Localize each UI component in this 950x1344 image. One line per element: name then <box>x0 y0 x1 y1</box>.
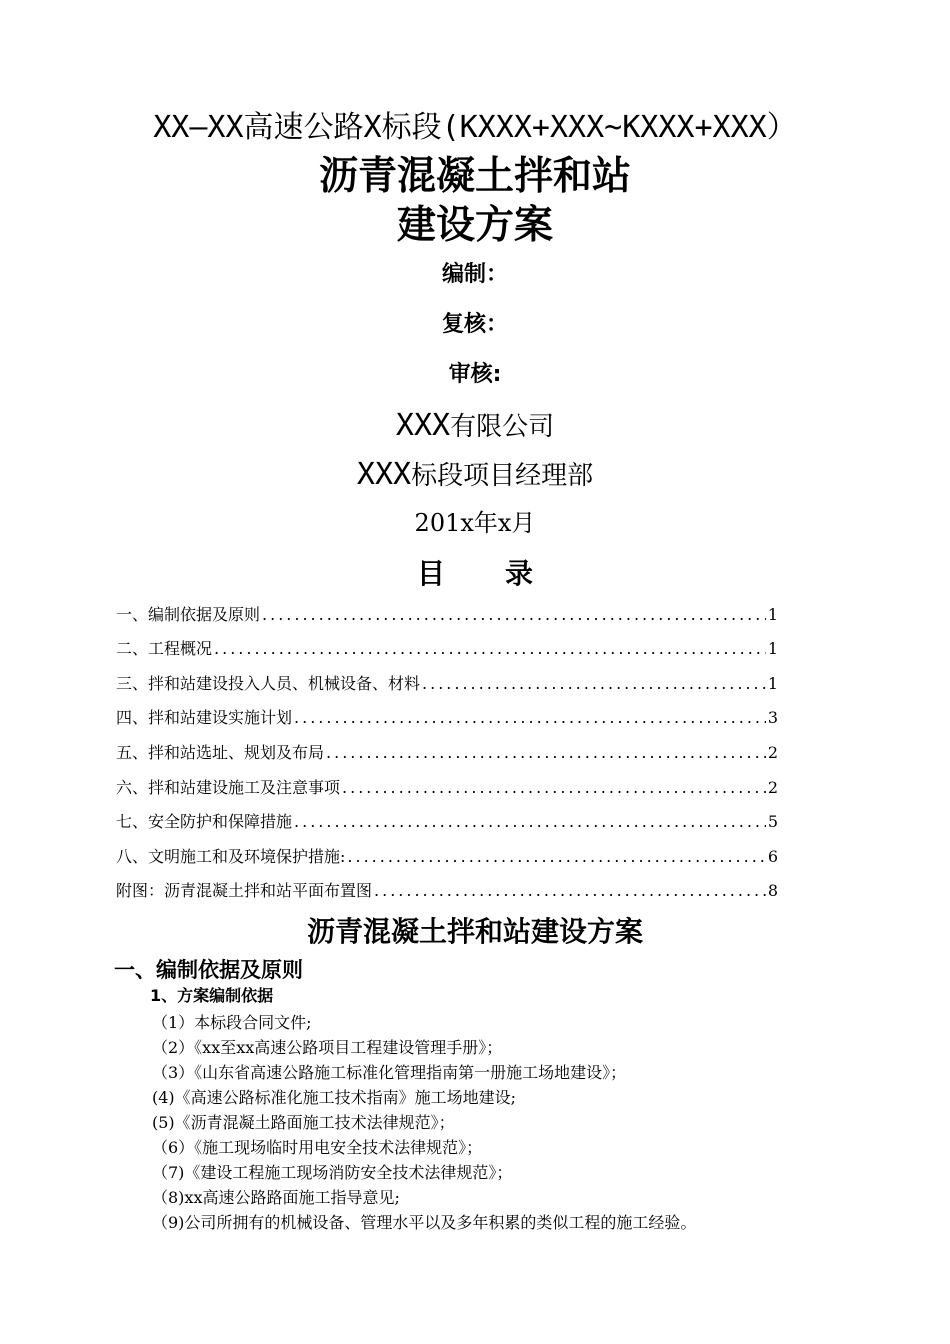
toc-item[interactable] <box>116 664 778 699</box>
cover-title-line2: 沥青混凝土拌和站 <box>318 154 631 199</box>
list-item: （1）本标段合同文件; <box>152 1013 312 1032</box>
list-item: （7)《建设工程施工现场消防安全技术法律规范》； <box>152 1163 513 1182</box>
cover-title-line3: 建设方案 <box>396 203 553 248</box>
list-item: (4)《高速公路标准化施工技术指南》施工场地建设; <box>152 1088 517 1107</box>
company-name <box>0 408 950 445</box>
toc-leader-dots <box>214 634 766 664</box>
toc-item-page: 2 <box>767 777 778 797</box>
toc-item-page: 6 <box>767 846 778 866</box>
list-item: （6）《施工现场临时用电安全技术法律规范》； <box>152 1138 483 1157</box>
toc-item[interactable] <box>116 699 778 734</box>
toc-item-label: 六、拌和站建设施工及注意事项 <box>116 777 341 797</box>
toc-item-page: 5 <box>767 812 778 832</box>
subsection-heading: 1、方案编制依据 <box>150 986 274 1005</box>
toc-item-label: 四、拌和站建设实施计划 <box>116 708 293 728</box>
toc-item[interactable] <box>116 837 778 872</box>
dept-suffix: 标段项目经理部 <box>411 461 594 491</box>
cover-title-line1: XX—XX高速公路X标段(KXXX+XXX~KXXX+XXX） <box>153 110 797 145</box>
department-name <box>0 457 950 494</box>
toc-item[interactable] <box>116 595 778 630</box>
list-item: （2）《xx至xx高速公路项目工程建设管理手册》； <box>152 1038 503 1057</box>
toc-leader-dots <box>294 807 766 837</box>
body-title: 沥青混凝土拌和站建设方案 <box>306 915 643 948</box>
company-suffix: 有限公司 <box>450 412 555 442</box>
toc-leader-dots <box>347 842 765 872</box>
approved-by-label: 审核: <box>448 362 502 387</box>
compiled-by-label: 编制： <box>441 262 508 287</box>
toc-item-page: 1 <box>767 639 778 659</box>
toc-item[interactable] <box>116 733 778 768</box>
toc-item-page: 3 <box>767 708 778 728</box>
toc-item[interactable] <box>116 803 778 838</box>
toc-leader-dots <box>262 600 766 630</box>
list-item: （9)公司所拥有的机械设备、管理水平以及多年积累的类似工程的施工经验。 <box>152 1213 697 1232</box>
toc-item-page: 8 <box>767 881 778 901</box>
list-item: （8)xx高速公路路面施工指导意见; <box>152 1188 400 1207</box>
list-item: (5)《沥青混凝土路面施工技术法律规范》； <box>152 1113 455 1132</box>
toc-item-page: 1 <box>767 673 778 693</box>
toc-leader-dots <box>422 669 766 699</box>
toc-item[interactable] <box>116 872 778 907</box>
toc-leader-dots <box>294 703 766 733</box>
section-heading: 一、编制依据及原则 <box>114 958 303 982</box>
toc-item-label: 附图：沥青混凝土拌和站平面布置图 <box>116 881 373 901</box>
toc-leader-dots <box>326 738 766 768</box>
cover-date: 201x年x月 <box>414 509 536 537</box>
toc-item[interactable] <box>116 630 778 665</box>
toc-item-label: 八、文明施工和及环境保护措施: <box>116 846 346 866</box>
toc-item-page: 2 <box>767 742 778 762</box>
toc-item-label: 二、工程概况 <box>116 639 213 659</box>
toc-item-label: 五、拌和站选址、规划及布局 <box>116 742 325 762</box>
toc-leader-dots <box>374 876 766 906</box>
toc-title: 目录 <box>416 557 593 590</box>
toc-item-label: 七、安全防护和保障措施 <box>116 812 293 832</box>
basis-list <box>152 1010 696 1235</box>
reviewed-by-label: 复核： <box>441 312 508 337</box>
toc-leader-dots <box>342 773 766 803</box>
toc-item[interactable] <box>116 768 778 803</box>
table-of-contents <box>116 595 778 906</box>
company-prefix: XXX <box>395 408 451 443</box>
list-item: （3）《山东省高速公路施工标准化管理指南第一册施工场地建设》； <box>152 1063 627 1082</box>
dept-prefix: XXX <box>356 457 412 492</box>
toc-item-label: 一、编制依据及原则 <box>116 604 261 624</box>
toc-item-label: 三、拌和站建设投入人员、机械设备、材料 <box>116 673 421 693</box>
toc-item-page: 1 <box>767 604 778 624</box>
